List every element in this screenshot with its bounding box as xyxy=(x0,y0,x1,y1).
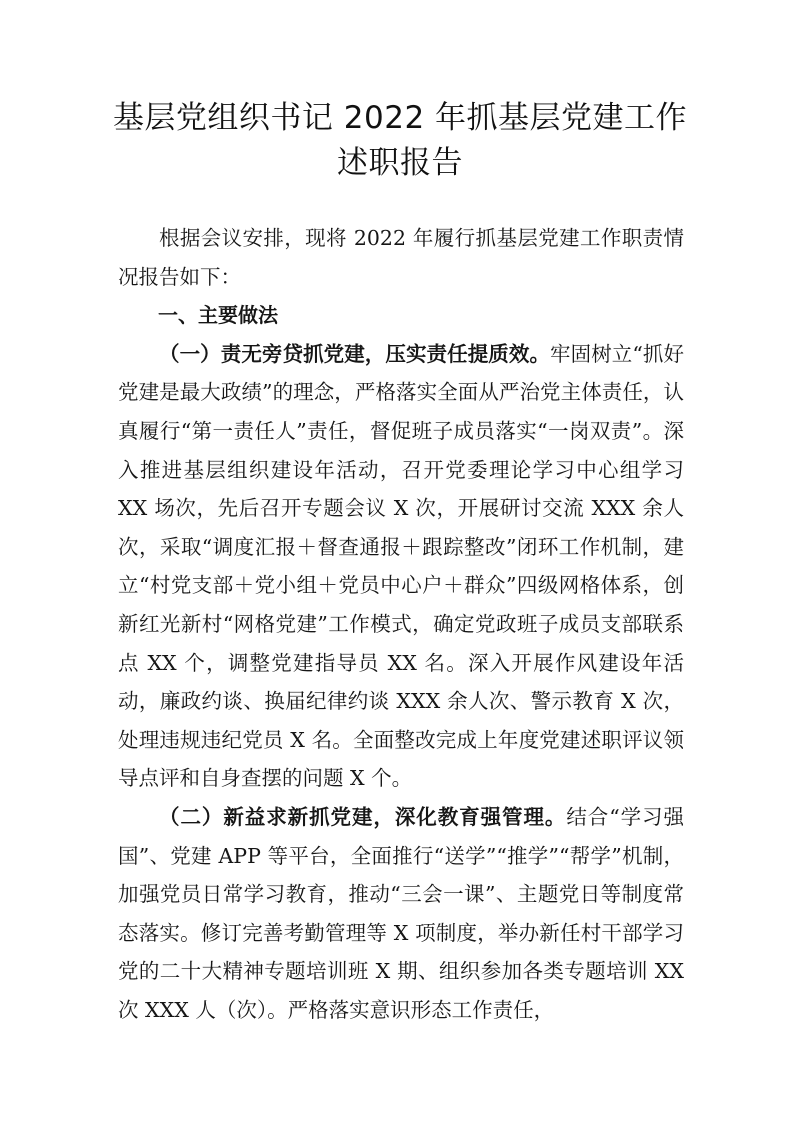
intro-paragraph: 根据会议安排，现将 2022 年履行抓基层党建工作职责情况报告如下： xyxy=(118,226,684,289)
section-heading: 一、主要做法 xyxy=(158,303,278,328)
document-title-line1: 基层党组织书记 2022 年抓基层党建工作 xyxy=(112,100,688,136)
document-body xyxy=(118,219,684,1029)
paragraph-1-body: 牢固树立“抓好党建是最大政绩”的理念，严格落实全面从严治党主体责任，认真履行“第一责任人”责任，督促班子成员落实“一岗双责”。深入推进基层组织建设年活动，召开党委理论学习中心组学习 XX 场次，先后召开专题会议 X 次，开展研讨交流 XXX 余人次，采取“调度汇报＋督查通报＋跟踪整改”闭环工作机制，建立“村党支部＋党小组＋党员中心户＋群众”四级网格体系，创新红光新村“网格党建”工作模式，确定党政班子成员支部联系点 XX 个，调整党建指导员 XX 名。深入开展作风建设年活动，廉政约谈、换届纪律约谈 XXX 余人次、警示教育 X 次，处理违规违纪党员 X 名。全面整改完成上年度党建述职评议领导点评和自身查摆的问题 X 个。 xyxy=(118,341,684,791)
document-title-line2: 述职报告 xyxy=(337,145,463,181)
paragraph-2-body: 结合“学习强国”、党建 APP 等平台，全面推行“送学”“推学”“帮学”机制，加强党员日常学习教育，推动“三会一课”、主题党日等制度常态落实。修订完善考勤管理等 X 项制度，举办新任村干部学习党的二十大精神专题培训班 X 期、组织参加各类专题培训 XX 次 XXX 人（次）。严格落实意识形态工作责任， xyxy=(118,804,684,1022)
paragraph-1 xyxy=(118,335,684,798)
paragraph-2 xyxy=(118,798,684,1030)
paragraph-1-lead: （一）责无旁贷抓党建，压实责任提质效。 xyxy=(159,341,551,366)
paragraph-2-lead: （二）新益求新抓党建，深化教育强管理。 xyxy=(159,804,567,829)
